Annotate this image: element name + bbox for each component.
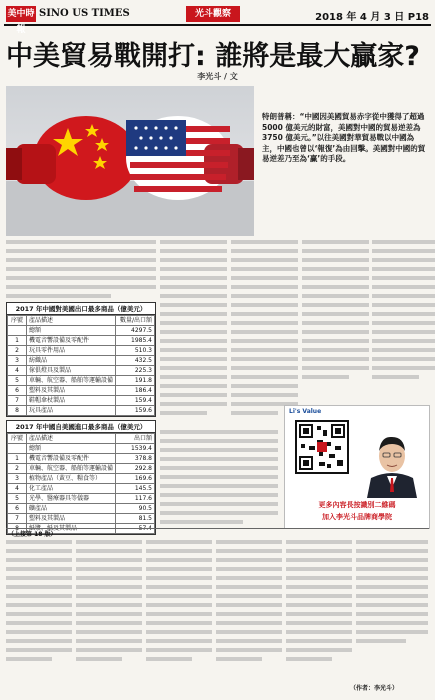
table-cell: 總額: [26, 326, 115, 336]
table-cell: 玩具零件用品: [26, 346, 115, 356]
table-title: 2017 年中國對美國出口最多商品（億美元）: [7, 303, 155, 315]
table-cell: 1: [8, 454, 27, 464]
table-cell: 159.6: [116, 406, 155, 416]
table-cell: 4: [8, 484, 27, 494]
table-cell: 186.4: [116, 386, 155, 396]
ad-cta-line-1: 更多內容長按識別二維碼: [318, 501, 396, 509]
body-text-column-1: [6, 240, 156, 300]
table-cell: 159.4: [116, 396, 155, 406]
table-cell: 7: [8, 514, 27, 524]
table-header-cell: 出口額: [116, 434, 155, 444]
issue-date: 2018 年 4 月 3 日 P18: [315, 12, 429, 23]
table-title: 2017 年中國自美國進口最多商品（億美元）: [7, 421, 155, 433]
table-cell: 化工產品: [26, 484, 115, 494]
table-row: [8, 376, 155, 386]
body-text-column-2: [160, 240, 227, 424]
table-header-row: [8, 316, 155, 326]
table-cell: 145.5: [116, 484, 155, 494]
table-row: [8, 494, 155, 504]
table-cell: 光學、醫療器具等儀器: [26, 494, 115, 504]
table-header-cell: 產品描述: [26, 316, 115, 326]
column-badge: 光斗觀察: [186, 6, 240, 22]
author-portrait: [361, 426, 423, 498]
table-cell: 車輛、航空器、船舶等運輸設備: [26, 464, 115, 474]
table-cell: 8: [8, 406, 27, 416]
table-cell: 鞋帽傘杖製品: [26, 396, 115, 406]
qr-code-advertisement[interactable]: [284, 405, 430, 529]
table-cell: 4297.5: [116, 326, 155, 336]
table-row: [8, 444, 155, 454]
table-cell: 90.5: [116, 504, 155, 514]
table-cell: 機電音響設備及零配件: [26, 454, 115, 464]
paper-name-en: SINO US TIMES: [39, 8, 130, 19]
table-cell: 1: [8, 336, 27, 346]
boxing-gloves-illustration: [6, 86, 254, 236]
table-cell: 車輛、航空器、船舶等運輸設備: [26, 376, 115, 386]
table-cell: [8, 444, 27, 454]
table-row: [8, 514, 155, 524]
article-byline: 李光斗 / 文: [197, 72, 238, 81]
table-cell: 4: [8, 366, 27, 376]
table-cell: 292.8: [116, 464, 155, 474]
table-cell: 6: [8, 386, 27, 396]
table-cell: 191.8: [116, 376, 155, 386]
table-cell: 2: [8, 464, 27, 474]
table-cell: 5: [8, 376, 27, 386]
table-header-cell: 序號: [8, 434, 27, 444]
lower-text-column-3: [146, 540, 212, 680]
table-cell: 1539.4: [116, 444, 155, 454]
article-headline: 中美貿易戰開打: 誰將是最大贏家?: [6, 41, 420, 72]
body-text-column-3: [231, 240, 298, 424]
table-cell: 1985.4: [116, 336, 155, 346]
table-row: [8, 366, 155, 376]
table-cell: 378.8: [116, 454, 155, 464]
table-row: [8, 406, 155, 416]
table-cell: 紡織品: [26, 356, 115, 366]
china-imports-table: [6, 420, 156, 535]
table-row: [8, 474, 155, 484]
lower-text-column-5: [286, 540, 352, 680]
table-cell: 機電音響設備及零配件: [26, 336, 115, 346]
table-cell: 6: [8, 504, 27, 514]
pull-quote: 特朗普稱：“中國因美國貿易赤字從中獲得了超過 5000 億美元的財富，美國對中國的貿易逆差為 3750 億美元。”以往美國對華貿易戰以中國為主，中國也曾以‘報復’為由回擊。美國對中國的貿易逆差乃至為‘赢’的手段。: [262, 112, 426, 163]
table-row: [8, 464, 155, 474]
body-text-column-6: [160, 430, 278, 526]
body-text-column-5: [372, 240, 435, 400]
table-cell: 礦產品: [26, 504, 115, 514]
table-cell: 2: [8, 346, 27, 356]
china-exports-table: [6, 302, 156, 417]
table-cell: 傢俱燈具及製品: [26, 366, 115, 376]
table-cell: 植物產品（黃豆、糧食等）: [26, 474, 115, 484]
table-row: [8, 484, 155, 494]
table-row: [8, 454, 155, 464]
table-cell: 塑料及其製品: [26, 514, 115, 524]
author-signoff: （作者：李光斗）: [350, 685, 399, 692]
table-cell: 塑料及其製品: [26, 386, 115, 396]
lower-text-column-2: [76, 540, 142, 680]
table-cell: 81.5: [116, 514, 155, 524]
table-cell: [8, 326, 27, 336]
lower-text-column-4: [216, 540, 282, 680]
table-row: [8, 336, 155, 346]
table-row: [8, 346, 155, 356]
page-header: [4, 6, 431, 35]
boxing-gloves-photo: [6, 86, 254, 236]
ad-cta-line-2: 加入李光斗品牌商學院: [322, 513, 392, 521]
paper-logo: 美中時報: [6, 6, 36, 22]
table-cell: 117.6: [116, 494, 155, 504]
qr-code-icon[interactable]: [295, 420, 349, 474]
table-header-cell: 產品描述: [26, 434, 115, 444]
table-cell: 5: [8, 494, 27, 504]
continued-from-label: （上接第 18 版）: [8, 531, 57, 538]
table-cell: 7: [8, 396, 27, 406]
body-text-column-4: [302, 240, 369, 400]
table-row: [8, 386, 155, 396]
table-cell: 3: [8, 474, 27, 484]
table-row: [8, 396, 155, 406]
table-row: [8, 504, 155, 514]
table-cell: 432.5: [116, 356, 155, 366]
table-cell: 3: [8, 356, 27, 366]
lower-text-column-1: [6, 540, 72, 680]
ad-brand-name: Li's Value: [289, 408, 322, 415]
table-header-cell: 數量/出口額: [116, 316, 155, 326]
table-row: [8, 326, 155, 336]
table-row: [8, 356, 155, 366]
table-cell: 169.6: [116, 474, 155, 484]
table-header-row: [8, 434, 155, 444]
table-header-cell: 序號: [8, 316, 27, 326]
table-cell: 225.3: [116, 366, 155, 376]
section-divider: [6, 528, 429, 529]
table-cell: 510.3: [116, 346, 155, 356]
table-cell: 玩具產品: [26, 406, 115, 416]
lower-text-column-6: [356, 540, 428, 680]
table-cell: 總額: [26, 444, 115, 454]
